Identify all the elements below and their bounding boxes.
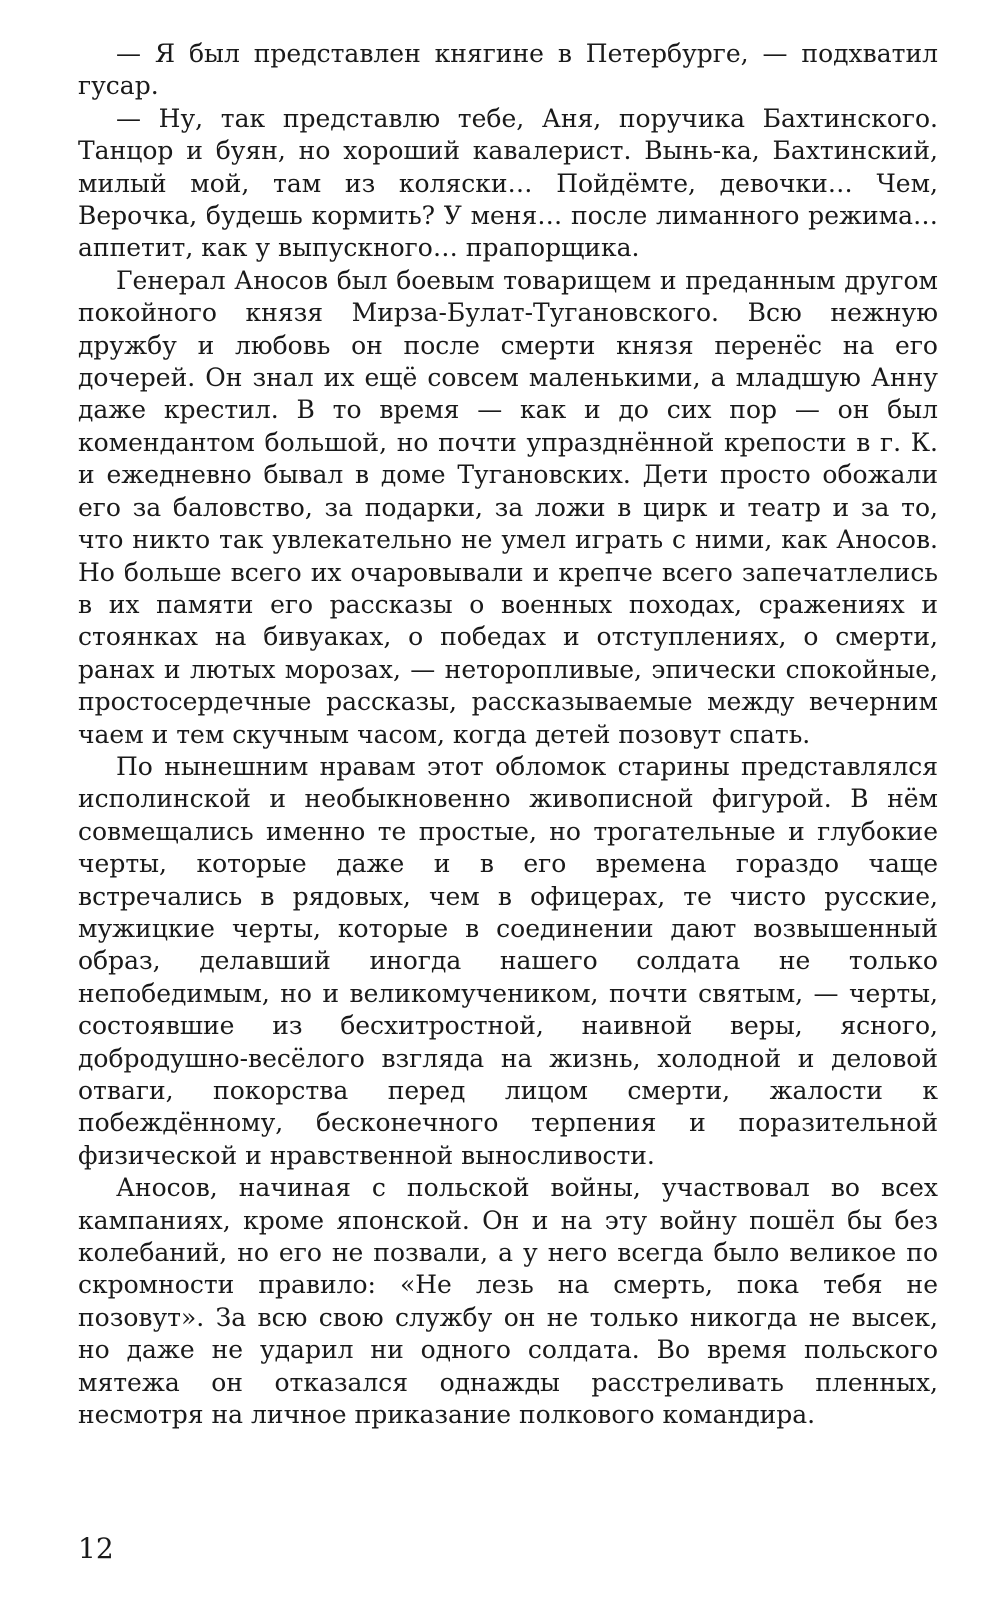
paragraph-3: Генерал Аносов был боевым товарищем и преданным другом покойного князя Мирза-Булат-Тугановского. Всю нежную дружбу и любовь он после смерти князя перенёс на его дочерей. Он знал их ещё совсем маленькими, а младшую Анну даже крестил. В то время — как и до сих пор — он был комендантом большой, но почти упразднённой крепости в г. К. и ежедневно бывал в доме Тугановских. Дети просто обожали его за баловство, за подарки, за ложи в цирк и театр и за то, что никто так увлекательно не умел играть с ними, как Аносов. Но больше всего их очаровывали и крепче всего запечатлелись в их памяти его рассказы о военных походах, сражениях и стоянках на бивуаках, о победах и отступлениях, о смерти, ранах и лютых морозах, — неторопливые, эпически спокойные, простосердечные рассказы, рассказываемые между вечерним чаем и тем скучным часом, когда детей позовут спать. bbox=[78, 265, 938, 749]
page-number: 12 bbox=[78, 1532, 114, 1565]
paragraph-2: — Ну, так представлю тебе, Аня, поручика Бахтинского. Танцор и буян, но хороший кавалерист. Вынь-ка, Бахтинский, милый мой, там из коляски… Пойдёмте, девочки… Чем, Верочка, будешь кормить? У меня… после лиманного режима… аппетит, как у выпускного… прапорщика. bbox=[78, 103, 938, 263]
paragraph-5: Аносов, начиная с польской войны, участвовал во всех кампаниях, кроме японской. Он и на эту войну пошёл бы без колебаний, но его не позвали, а у него всегда было великое по скромности правило: «Не лезь на смерть, пока тебя не позовут». За всю свою службу он не только никогда не высек, но даже не ударил ни одного солдата. Во время польского мятежа он отказался однажды расстреливать пленных, несмотря на личное приказание полкового командира. bbox=[78, 1173, 938, 1430]
paragraph-1: — Я был представлен княгине в Петербурге, — подхватил гусар. bbox=[78, 39, 938, 101]
page-body bbox=[78, 38, 938, 1431]
paragraph-4: По нынешним нравам этот обломок старины представлялся исполинской и необыкновенно живописной фигурой. В нём совмещались именно те простые, но трогательные и глубокие черты, которые даже и в его времена гораздо чаще встречались в рядовых, чем в офицерах, те чисто русские, мужицкие черты, которые в соединении дают возвышенный образ, делавший иногда нашего солдата не только непобедимым, но и великомучеником, почти святым, — черты, состоявшие из бесхитростной, наивной веры, ясного, добродушно-весёлого взгляда на жизнь, холодной и деловой отваги, покорства перед лицом смерти, жалости к побеждённому, бесконечного терпения и поразительной физической и нравственной выносливости. bbox=[78, 751, 938, 1170]
